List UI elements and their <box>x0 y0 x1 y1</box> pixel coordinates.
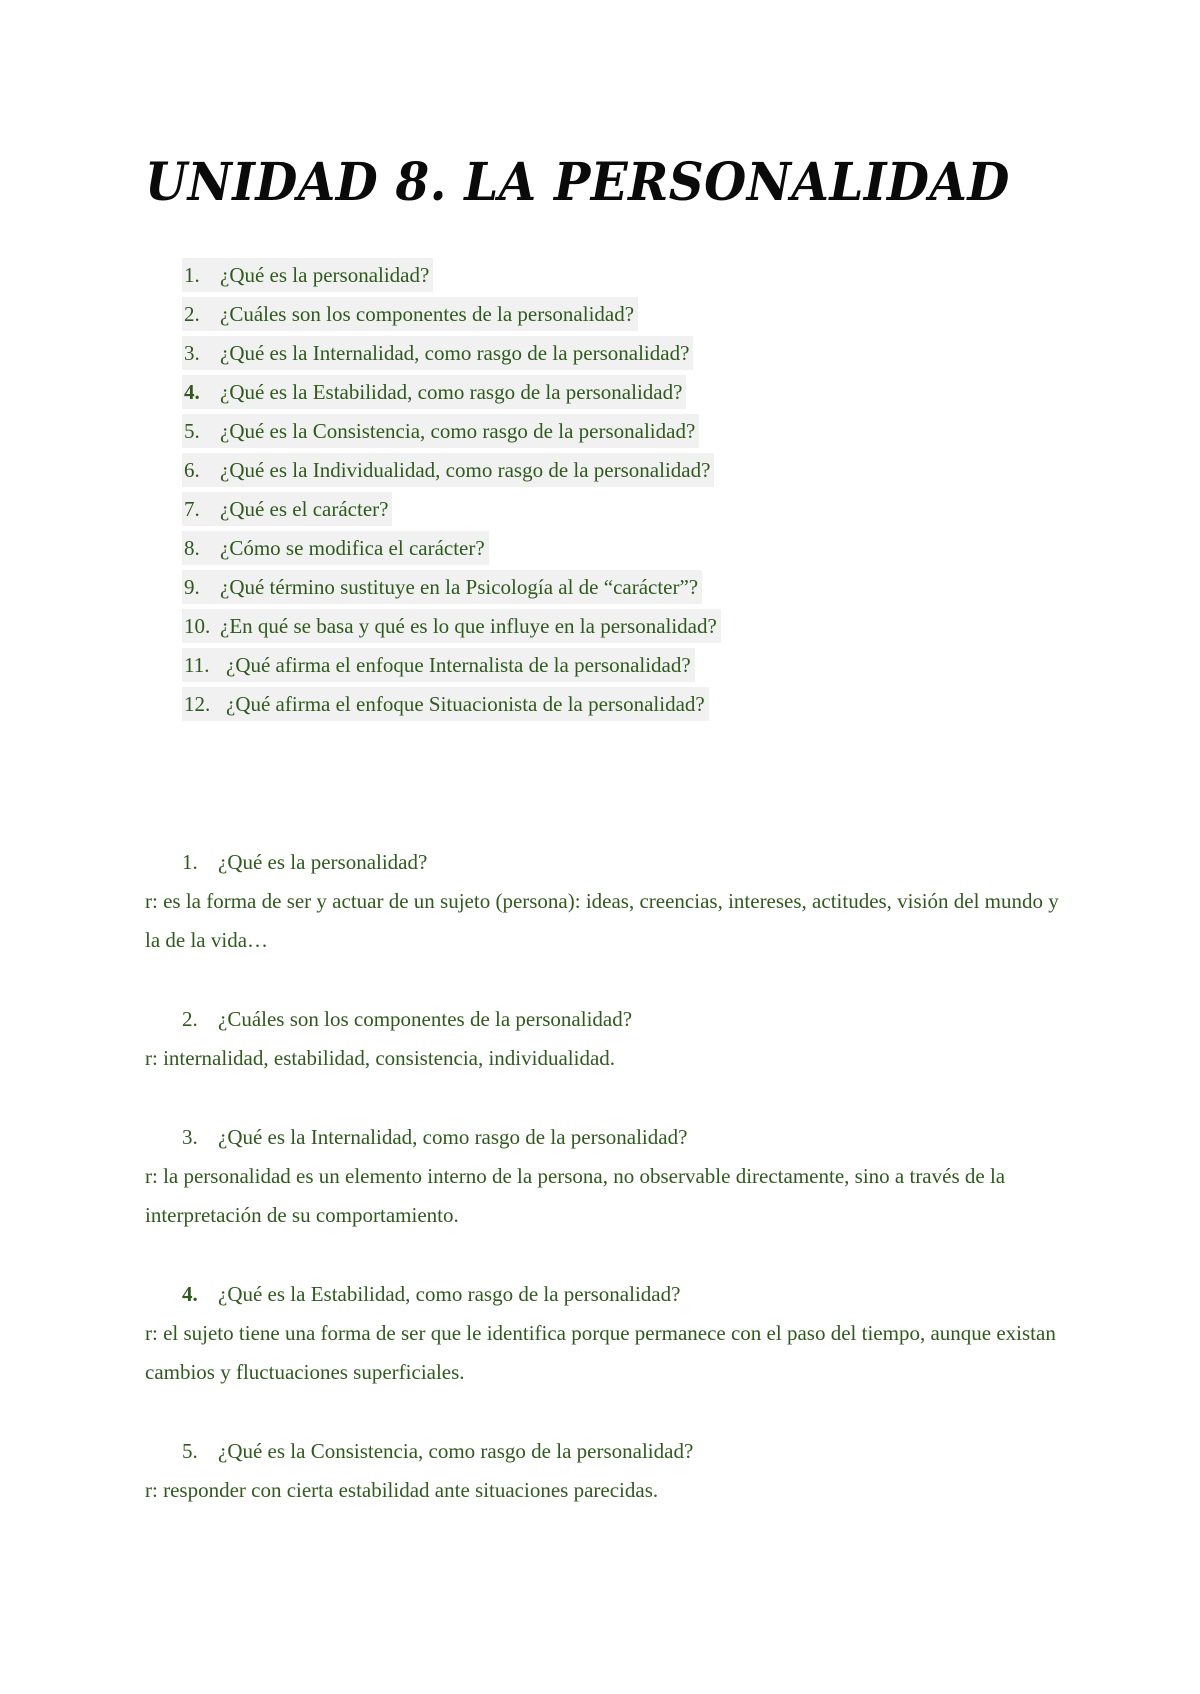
question-item <box>182 609 721 643</box>
question-item <box>182 258 721 292</box>
question-highlight <box>182 414 699 448</box>
answer-block <box>145 1432 1075 1510</box>
question-text: ¿Qué es la Individualidad, como rasgo de la personalidad? <box>220 458 711 482</box>
question-text: ¿Qué es la personalidad? <box>220 263 430 287</box>
answer-question <box>145 843 1075 882</box>
question-number: 10. <box>184 614 211 638</box>
answer-block <box>145 843 1075 960</box>
answers-section <box>145 843 1075 1550</box>
question-number: 7. <box>184 497 200 521</box>
question-item <box>182 570 721 604</box>
question-number: 12. <box>184 692 211 716</box>
question-text: ¿Qué término sustituye en la Psicología al de “carácter”? <box>220 575 699 599</box>
question-number: 1. <box>184 263 200 287</box>
answer-text: r: responder con cierta estabilidad ante situaciones parecidas. <box>145 1478 659 1502</box>
answer-question <box>145 1432 1075 1471</box>
question-text: ¿Qué es la Consistencia, como rasgo de la personalidad? <box>220 419 696 443</box>
question-list <box>182 258 721 726</box>
answer-block <box>145 1000 1075 1078</box>
question-number: 9. <box>184 575 200 599</box>
question-text: ¿Qué es la Internalidad, como rasgo de la personalidad? <box>220 341 690 365</box>
question-text: ¿Cuáles son los componentes de la personalidad? <box>220 302 635 326</box>
answer-text: r: el sujeto tiene una forma de ser que le identifica porque permanece con el paso del tiempo, aunque existan cambios y fluctuaciones superficiales. <box>145 1321 1056 1384</box>
question-number: 4. <box>184 380 200 404</box>
answer-text: r: internalidad, estabilidad, consistencia, individualidad. <box>145 1046 616 1070</box>
question-highlight <box>182 297 638 331</box>
answer-question <box>145 1000 1075 1039</box>
answer-question <box>145 1275 1075 1314</box>
question-text: ¿En qué se basa y qué es lo que influye en la personalidad? <box>220 614 717 638</box>
question-number: 3. <box>184 341 200 365</box>
answer-text: r: es la forma de ser y actuar de un sujeto (persona): ideas, creencias, intereses, actitudes, visión del mundo y la de la vida… <box>145 889 1059 952</box>
question-number: 1. <box>182 850 198 874</box>
question-highlight <box>182 570 702 604</box>
question-item <box>182 492 721 526</box>
question-number: 2. <box>184 302 200 326</box>
question-item <box>182 687 721 721</box>
question-number: 6. <box>184 458 200 482</box>
answer-block <box>145 1118 1075 1235</box>
question-text: ¿Qué es la Estabilidad, como rasgo de la personalidad? <box>220 380 683 404</box>
question-number: 3. <box>182 1125 198 1149</box>
question-number: 4. <box>182 1282 198 1306</box>
question-number: 8. <box>184 536 200 560</box>
question-item <box>182 531 721 565</box>
question-item <box>182 375 721 409</box>
question-highlight <box>182 375 686 409</box>
question-text: ¿Qué afirma el enfoque Internalista de la personalidad? <box>226 653 691 677</box>
question-text: ¿Qué es la Consistencia, como rasgo de la personalidad? <box>218 1439 694 1463</box>
question-highlight <box>182 453 714 487</box>
question-text: ¿Qué afirma el enfoque Situacionista de la personalidad? <box>226 692 705 716</box>
question-number: 5. <box>184 419 200 443</box>
question-text: ¿Cómo se modifica el carácter? <box>220 536 485 560</box>
question-text: ¿Qué es la personalidad? <box>218 850 428 874</box>
question-highlight <box>182 687 709 721</box>
question-highlight <box>182 258 433 292</box>
question-text: ¿Qué es la Internalidad, como rasgo de la personalidad? <box>218 1125 688 1149</box>
question-text: ¿Qué es la Estabilidad, como rasgo de la personalidad? <box>218 1282 681 1306</box>
answer-question <box>145 1118 1075 1157</box>
question-number: 11. <box>184 653 210 677</box>
question-number: 2. <box>182 1007 198 1031</box>
question-item <box>182 297 721 331</box>
question-item <box>182 336 721 370</box>
answer-text: r: la personalidad es un elemento interno de la persona, no observable directamente, sino a través de la interpretación de su comportamiento. <box>145 1164 1006 1227</box>
question-item <box>182 453 721 487</box>
question-highlight <box>182 531 489 565</box>
question-item <box>182 648 721 682</box>
question-text: ¿Cuáles son los componentes de la personalidad? <box>218 1007 633 1031</box>
question-item <box>182 414 721 448</box>
question-highlight <box>182 648 695 682</box>
question-number: 5. <box>182 1439 198 1463</box>
question-text: ¿Qué es el carácter? <box>220 497 389 521</box>
question-highlight <box>182 609 721 643</box>
question-highlight <box>182 336 693 370</box>
question-highlight <box>182 492 392 526</box>
answer-block <box>145 1275 1075 1392</box>
document-title: UNIDAD 8. LA PERSONALIDAD <box>145 152 1010 213</box>
